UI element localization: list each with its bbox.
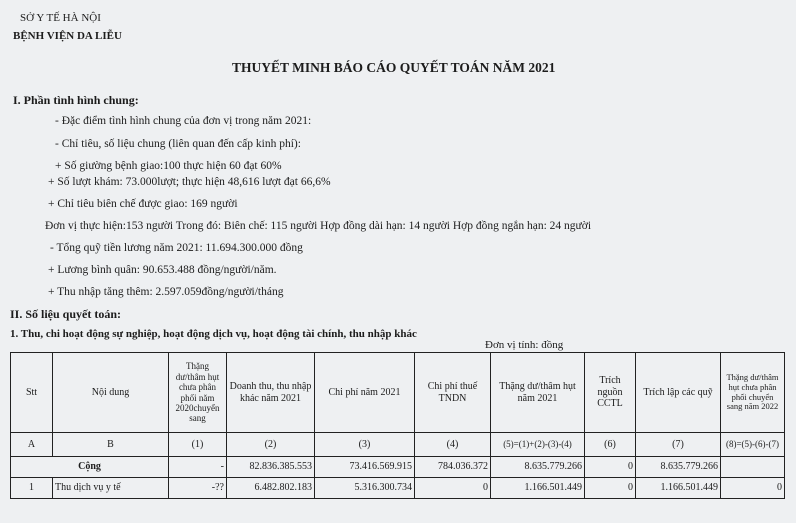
value-cell: 0 bbox=[415, 478, 491, 499]
header-cell: Nội dung bbox=[53, 353, 169, 433]
header-cell: Thặng dư/thâm hụt chưa phân phối năm 2020chuyển sang bbox=[169, 353, 227, 433]
section2-subheading: 1. Thu, chi hoạt động sự nghiệp, hoạt động dịch vụ, hoạt động tài chính, thu nhập khác bbox=[10, 328, 417, 340]
code-cell: (8)=(5)-(6)-(7) bbox=[721, 433, 785, 457]
total-row bbox=[11, 457, 785, 478]
table-row bbox=[11, 478, 785, 499]
value-cell: - bbox=[169, 457, 227, 478]
unit-label: Đơn vị tính: đồng bbox=[485, 339, 564, 351]
value-cell: 0 bbox=[585, 478, 636, 499]
header-cell: Doanh thu, thu nhập khác năm 2021 bbox=[227, 353, 315, 433]
section1-heading: I. Phần tình hình chung: bbox=[13, 93, 139, 107]
header-cell: Thặng dư/thâm hụt năm 2021 bbox=[491, 353, 585, 433]
code-cell: (6) bbox=[585, 433, 636, 457]
value-cell: 5.316.300.734 bbox=[315, 478, 415, 499]
code-cell: (5)=(1)+(2)-(3)-(4) bbox=[491, 433, 585, 457]
text-line: + Số lượt khám: 73.000lượt; thực hiện 48,616 lượt đạt 66,6% bbox=[48, 176, 331, 188]
header-cell: Trích lập các quỹ bbox=[636, 353, 721, 433]
header-cell: Stt bbox=[11, 353, 53, 433]
value-cell: 73.416.569.915 bbox=[315, 457, 415, 478]
value-cell: 0 bbox=[585, 457, 636, 478]
code-cell: B bbox=[53, 433, 169, 457]
code-cell: A bbox=[11, 433, 53, 457]
code-cell: (1) bbox=[169, 433, 227, 457]
total-label: Cộng bbox=[11, 457, 169, 478]
value-cell: -?? bbox=[169, 478, 227, 499]
value-cell: 784.036.372 bbox=[415, 457, 491, 478]
value-cell: 1.166.501.449 bbox=[491, 478, 585, 499]
name-cell: Thu dịch vụ y tế bbox=[53, 478, 169, 499]
text-line: - Đặc điểm tình hình chung của đơn vị trong năm 2021: bbox=[55, 115, 312, 127]
text-line: - Chỉ tiêu, số liệu chung (liên quan đến cấp kinh phí): bbox=[55, 138, 301, 150]
text-line: + Số giường bệnh giao:100 thực hiện 60 đạt 60% bbox=[55, 160, 282, 172]
code-row bbox=[11, 433, 785, 457]
header-cell: Trích nguồn CCTL bbox=[585, 353, 636, 433]
code-cell: (3) bbox=[315, 433, 415, 457]
header-cell: Chi phí năm 2021 bbox=[315, 353, 415, 433]
text-line: Đơn vị thực hiện:153 người Trong đó: Biên chế: 115 người Hợp đồng dài hạn: 14 người Hợp đồng ngắn hạn: 24 người bbox=[45, 220, 592, 232]
text-line: - Tổng quỹ tiền lương năm 2021: 11.694.300.000 đồng bbox=[50, 242, 303, 254]
hospital-name: BỆNH VIỆN DA LIỄU bbox=[13, 30, 122, 42]
code-cell: (2) bbox=[227, 433, 315, 457]
value-cell: 1.166.501.449 bbox=[636, 478, 721, 499]
header-cell: Chi phí thuế TNDN bbox=[415, 353, 491, 433]
text-line: + Lương bình quân: 90.653.488 đồng/người/năm. bbox=[48, 264, 277, 276]
stt-cell: 1 bbox=[11, 478, 53, 499]
text-line: + Thu nhập tăng thêm: 2.597.059đồng/người/tháng bbox=[48, 286, 284, 298]
value-cell bbox=[721, 457, 785, 478]
value-cell: 8.635.779.266 bbox=[491, 457, 585, 478]
value-cell: 6.482.802.183 bbox=[227, 478, 315, 499]
section2-heading: II. Số liệu quyết toán: bbox=[10, 307, 122, 321]
code-cell: (4) bbox=[415, 433, 491, 457]
ministry-name: SỞ Y TẾ HÀ NỘI bbox=[20, 12, 101, 24]
header-row bbox=[11, 353, 785, 433]
value-cell: 8.635.779.266 bbox=[636, 457, 721, 478]
code-cell: (7) bbox=[636, 433, 721, 457]
value-cell: 0 bbox=[721, 478, 785, 499]
header-cell: Thặng dư/thâm hụt chưa phân phối chuyển sang năm 2022 bbox=[721, 353, 785, 433]
text-line: + Chỉ tiêu biên chế được giao: 169 người bbox=[48, 198, 238, 210]
settlement-table bbox=[10, 352, 785, 499]
value-cell: 82.836.385.553 bbox=[227, 457, 315, 478]
document-title: THUYẾT MINH BÁO CÁO QUYẾT TOÁN NĂM 2021 bbox=[232, 60, 556, 75]
